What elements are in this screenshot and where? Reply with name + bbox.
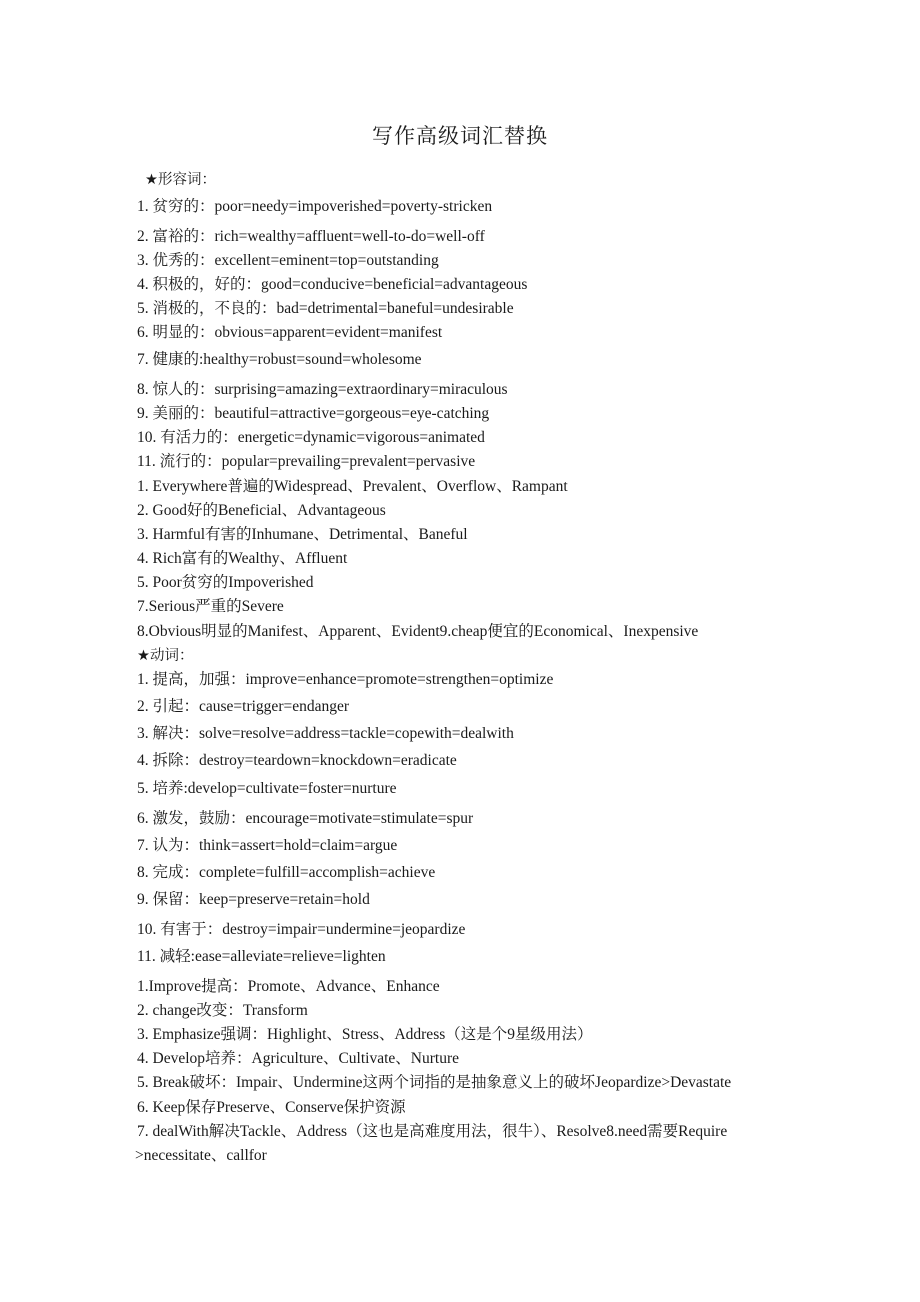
list-item: 7. 健康的:healthy=robust=sound=wholesome bbox=[137, 351, 422, 368]
list-item: 8. 完成：complete=fulfill=accomplish=achieve bbox=[137, 864, 436, 881]
list-item: 9. 保留：keep=preserve=retain=hold bbox=[137, 891, 370, 908]
list-item: 4. Develop培养：Agriculture、Cultivate、Nurture bbox=[137, 1050, 459, 1067]
list-item: 1. Everywhere普遍的Widespread、Prevalent、Overflow、Rampant bbox=[137, 478, 568, 495]
section-heading-verbs: ★动词： bbox=[137, 648, 194, 664]
list-item: 10. 有活力的：energetic=dynamic=vigorous=animated bbox=[137, 429, 485, 446]
list-item: 4. Rich富有的Wealthy、Affluent bbox=[137, 550, 348, 567]
list-item: 6. 明显的：obvious=apparent=evident=manifest bbox=[137, 324, 443, 341]
list-item: 4. 拆除：destroy=teardown=knockdown=eradicate bbox=[137, 752, 457, 769]
list-item: 5. 培养:develop=cultivate=foster=nurture bbox=[137, 780, 397, 797]
list-item: 8.Obvious明显的Manifest、Apparent、Evident9.cheap便宜的Economical、Inexpensive bbox=[137, 623, 699, 640]
list-item: 7. dealWith解决Tackle、Address（这也是高难度用法，很牛）、Resolve8.need需要Require bbox=[137, 1123, 728, 1140]
list-item: 3. Emphasize强调：Highlight、Stress、Address（这是个9星级用法） bbox=[137, 1026, 593, 1043]
list-item: 2. change改变：Transform bbox=[137, 1002, 308, 1019]
list-item: 2. Good好的Beneficial、Advantageous bbox=[137, 502, 386, 519]
list-item: 3. Harmful有害的Inhumane、Detrimental、Baneful bbox=[137, 526, 468, 543]
list-item: >necessitate、callfor bbox=[135, 1147, 267, 1164]
list-item: 7. 认为：think=assert=hold=claim=argue bbox=[137, 837, 398, 854]
list-item: 6. 激发，鼓励：encourage=motivate=stimulate=spur bbox=[137, 810, 474, 827]
section-heading-adjectives: ★形容词： bbox=[145, 172, 216, 188]
list-item: 11. 流行的：popular=prevailing=prevalent=pervasive bbox=[137, 453, 476, 470]
list-item: 5. Break破坏：Impair、Undermine这两个词指的是抽象意义上的破坏Jeopardize>Devastate bbox=[137, 1074, 732, 1091]
list-item: 1. 贫穷的：poor=needy=impoverished=poverty-stricken bbox=[137, 198, 493, 215]
list-item: 11. 减轻:ease=alleviate=relieve=lighten bbox=[137, 948, 386, 965]
list-item: 10. 有害于：destroy=impair=undermine=jeopardize bbox=[137, 921, 466, 938]
list-item: 5. 消极的，不良的：bad=detrimental=baneful=undesirable bbox=[137, 300, 514, 317]
list-item: 3. 优秀的：excellent=eminent=top=outstanding bbox=[137, 252, 439, 269]
list-item: 1.Improve提高：Promote、Advance、Enhance bbox=[137, 978, 440, 995]
list-item: 9. 美丽的：beautiful=attractive=gorgeous=eye-catching bbox=[137, 405, 490, 422]
list-item: 4. 积极的，好的：good=conducive=beneficial=advantageous bbox=[137, 276, 528, 293]
list-item: 2. 富裕的：rich=wealthy=affluent=well-to-do=well-off bbox=[137, 228, 485, 245]
list-item: 7.Serious严重的Severe bbox=[137, 598, 284, 615]
list-item: 8. 惊人的：surprising=amazing=extraordinary=miraculous bbox=[137, 381, 508, 398]
list-item: 5. Poor贫穷的Impoverished bbox=[137, 574, 314, 591]
page-title: 写作高级词汇替换 bbox=[372, 124, 548, 148]
list-item: 3. 解决：solve=resolve=address=tackle=copewith=dealwith bbox=[137, 725, 514, 742]
list-item: 6. Keep保存Preserve、Conserve保护资源 bbox=[137, 1099, 406, 1116]
list-item: 1. 提高，加强：improve=enhance=promote=strengthen=optimize bbox=[137, 671, 554, 688]
list-item: 2. 引起：cause=trigger=endanger bbox=[137, 698, 350, 715]
